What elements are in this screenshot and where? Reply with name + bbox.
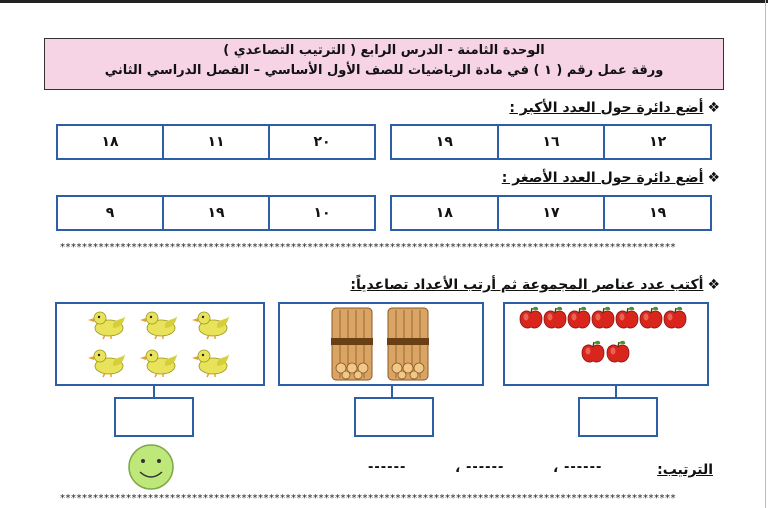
bullet-icon: ❖ [707,277,720,293]
ducks-set [55,302,265,386]
q2-number-cell[interactable]: ٩ [58,197,164,229]
order-blank-2[interactable]: ------ [466,460,505,475]
separator-stars: **************************************************************************************************************** [60,243,676,253]
order-comma: ، [553,460,559,476]
bullet-icon: ❖ [707,170,720,186]
q2-number-group-right [390,195,712,231]
q2-number-cell[interactable]: ١٨ [392,197,499,229]
q1-number-cell[interactable]: ٢٠ [313,134,331,150]
apples-set [503,302,709,386]
q2-number-cell[interactable]: ١٠ [313,205,331,221]
order-blank-1[interactable]: ------ [564,460,603,475]
sticks-set [278,302,484,386]
apples-count-box[interactable] [578,397,658,437]
q1-number-group-right [390,124,712,160]
header-lesson-title: الوحدة الثامنة - الدرس الرابع ( الترتيب التصاعدي ) [223,43,545,58]
q1-number-group-left [56,124,376,160]
ducks-count-box[interactable] [114,397,194,437]
apple-icons [505,304,707,384]
q1-number-cell[interactable]: ١٩ [392,126,499,158]
duck-icons [57,304,263,384]
q1-instruction [509,100,720,116]
q2-number-cell[interactable]: ١٧ [499,197,606,229]
order-blank-3[interactable]: ------ [368,460,407,475]
q3-instruction [350,277,720,293]
order-comma: ، [455,460,461,476]
bullet-icon: ❖ [707,100,720,116]
sticks-count-box[interactable] [354,397,434,437]
q2-number-cell[interactable]: ١٩ [649,205,667,221]
q2-number-cell[interactable]: ١٩ [164,197,270,229]
top-border-line [0,0,768,3]
q1-instruction-text: أضع دائرة حول العدد الأكبر : [509,100,704,116]
right-border-line [765,0,766,508]
q1-number-cell[interactable]: ١٢ [649,134,667,150]
q1-number-cell[interactable]: ١١ [164,126,270,158]
order-label: الترتيب: [657,462,713,478]
worksheet-header [44,38,724,90]
q3-instruction-text: أكتب عدد عناصر المجموعة ثم أرتب الأعداد تصاعدياً: [350,277,704,293]
q2-instruction [502,170,720,186]
header-worksheet-subtitle: ورقة عمل رقم ( ١ ) في مادة الرياضيات للصف الأول الأساسي – الفصل الدراسي الثاني [104,63,664,78]
q1-number-cell[interactable]: ١٦ [499,126,606,158]
smiley-face-icon [126,442,176,492]
q2-instruction-text: أضع دائرة حول العدد الأصغر : [501,170,704,186]
q1-number-cell[interactable]: ١٨ [58,126,164,158]
separator-stars-bottom: **************************************************************************************************************** [60,494,676,504]
stick-bundle-icons [280,304,482,384]
q2-number-group-left [56,195,376,231]
